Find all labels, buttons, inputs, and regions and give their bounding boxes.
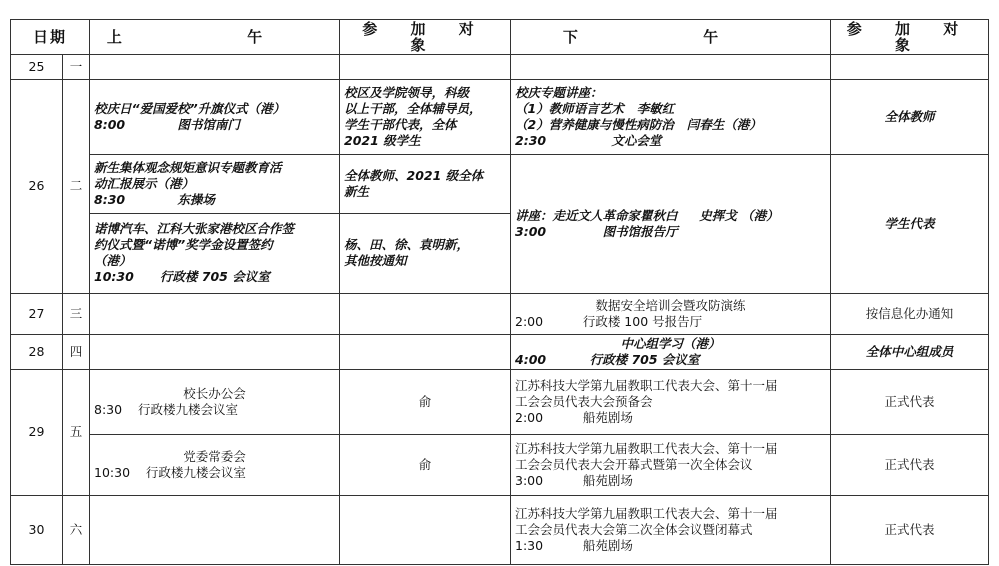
weekday-25: 一: [63, 54, 90, 79]
cell-empty: [511, 54, 831, 79]
header-participants-pm: 参 加 对 象: [831, 20, 989, 55]
day-25: 25: [11, 54, 63, 79]
weekday-26: 二: [63, 79, 90, 293]
row-28: [11, 335, 989, 370]
pm-event-lecture-2: 讲座：走近文人革命家瞿秋白 史挥戈 （港） 3:00 图书馆报告厅: [511, 155, 831, 293]
pm-event-lecture: 校庆专题讲座： （1）教师语言艺术 李敏红 （2）营养健康与慢性病防治 闫春生（港） 2:30 文心会堂: [511, 79, 831, 154]
cell-empty: [90, 293, 340, 335]
cell-empty: [340, 335, 511, 370]
pm-participants-center-study: 全体中心组成员: [831, 335, 989, 370]
cell-empty: [90, 495, 340, 564]
day-29: 29: [11, 370, 63, 496]
am-event-flag-raising: 校庆日“爱国爱校”升旗仪式（港） 8:00 图书馆南门: [90, 79, 340, 154]
schedule-table: [10, 19, 989, 565]
pm-event-congress-prep: 江苏科技大学第九届教职工代表大会、第十一届 工会会员代表大会预备会 2:00 船苑剧场: [511, 370, 831, 435]
pm-event-congress-closing: 江苏科技大学第九届教职工代表大会、第十一届 工会会员代表大会第二次全体会议暨闭幕式 1:30 船苑剧场: [511, 495, 831, 564]
row-26b: [11, 155, 989, 214]
pm-event-center-study: 中心组学习（港） 4:00 行政楼 705 会议室: [511, 335, 831, 370]
row-29b: [11, 434, 989, 495]
participants-signing: 杨、田、徐、袁明新， 其他按通知: [340, 213, 511, 293]
participants-flag-raising: 校区及学院领导，科级 以上干部，全体辅导员， 学生干部代表，全体 2021 级学生: [340, 79, 511, 154]
cell-empty: [340, 495, 511, 564]
weekday-30: 六: [63, 495, 90, 564]
participants-president-meeting: 俞: [340, 370, 511, 435]
cell-empty: [340, 293, 511, 335]
pm-event-congress-opening: 江苏科技大学第九届教职工代表大会、第十一届 工会会员代表大会开幕式暨第一次全体会议 3:00 船苑剧场: [511, 434, 831, 495]
weekday-28: 四: [63, 335, 90, 370]
row-26a: [11, 79, 989, 154]
weekday-29: 五: [63, 370, 90, 496]
row-25: [11, 54, 989, 79]
row-27: [11, 293, 989, 335]
cell-empty: [340, 54, 511, 79]
cell-empty: [90, 54, 340, 79]
pm-participants-lecture: 全体教师: [831, 79, 989, 154]
row-30: [11, 495, 989, 564]
day-30: 30: [11, 495, 63, 564]
header-afternoon: 下 午: [511, 20, 831, 55]
pm-participants-congress-closing: 正式代表: [831, 495, 989, 564]
weekday-27: 三: [63, 293, 90, 335]
row-29a: [11, 370, 989, 435]
header-morning: 上 午: [90, 20, 340, 55]
am-event-president-meeting: 校长办公会 8:30 行政楼九楼会议室: [90, 370, 340, 435]
header-row: [11, 20, 989, 55]
cell-empty: [90, 335, 340, 370]
cell-empty: [831, 54, 989, 79]
am-event-freshmen: 新生集体观念规矩意识专题教育活 动汇报展示（港） 8:30 东操场: [90, 155, 340, 214]
day-28: 28: [11, 335, 63, 370]
pm-participants-lecture-2: 学生代表: [831, 155, 989, 293]
participants-party-committee: 俞: [340, 434, 511, 495]
pm-participants-congress-opening: 正式代表: [831, 434, 989, 495]
pm-participants-security: 按信息化办通知: [831, 293, 989, 335]
participants-freshmen: 全体教师、2021 级全体 新生: [340, 155, 511, 214]
am-event-signing: 诺博汽车、江科大张家港校区合作签 约仪式暨“诺博”奖学金设置签约 （港） 10:30 行政楼 705 会议室: [90, 213, 340, 293]
header-participants-am: 参 加 对 象: [340, 20, 511, 55]
pm-event-security-training: 数据安全培训会暨攻防演练 2:00 行政楼 100 号报告厅: [511, 293, 831, 335]
am-event-party-committee: 党委常委会 10:30 行政楼九楼会议室: [90, 434, 340, 495]
pm-participants-congress-prep: 正式代表: [831, 370, 989, 435]
day-26: 26: [11, 79, 63, 293]
day-27: 27: [11, 293, 63, 335]
header-date: 日期: [11, 20, 90, 55]
